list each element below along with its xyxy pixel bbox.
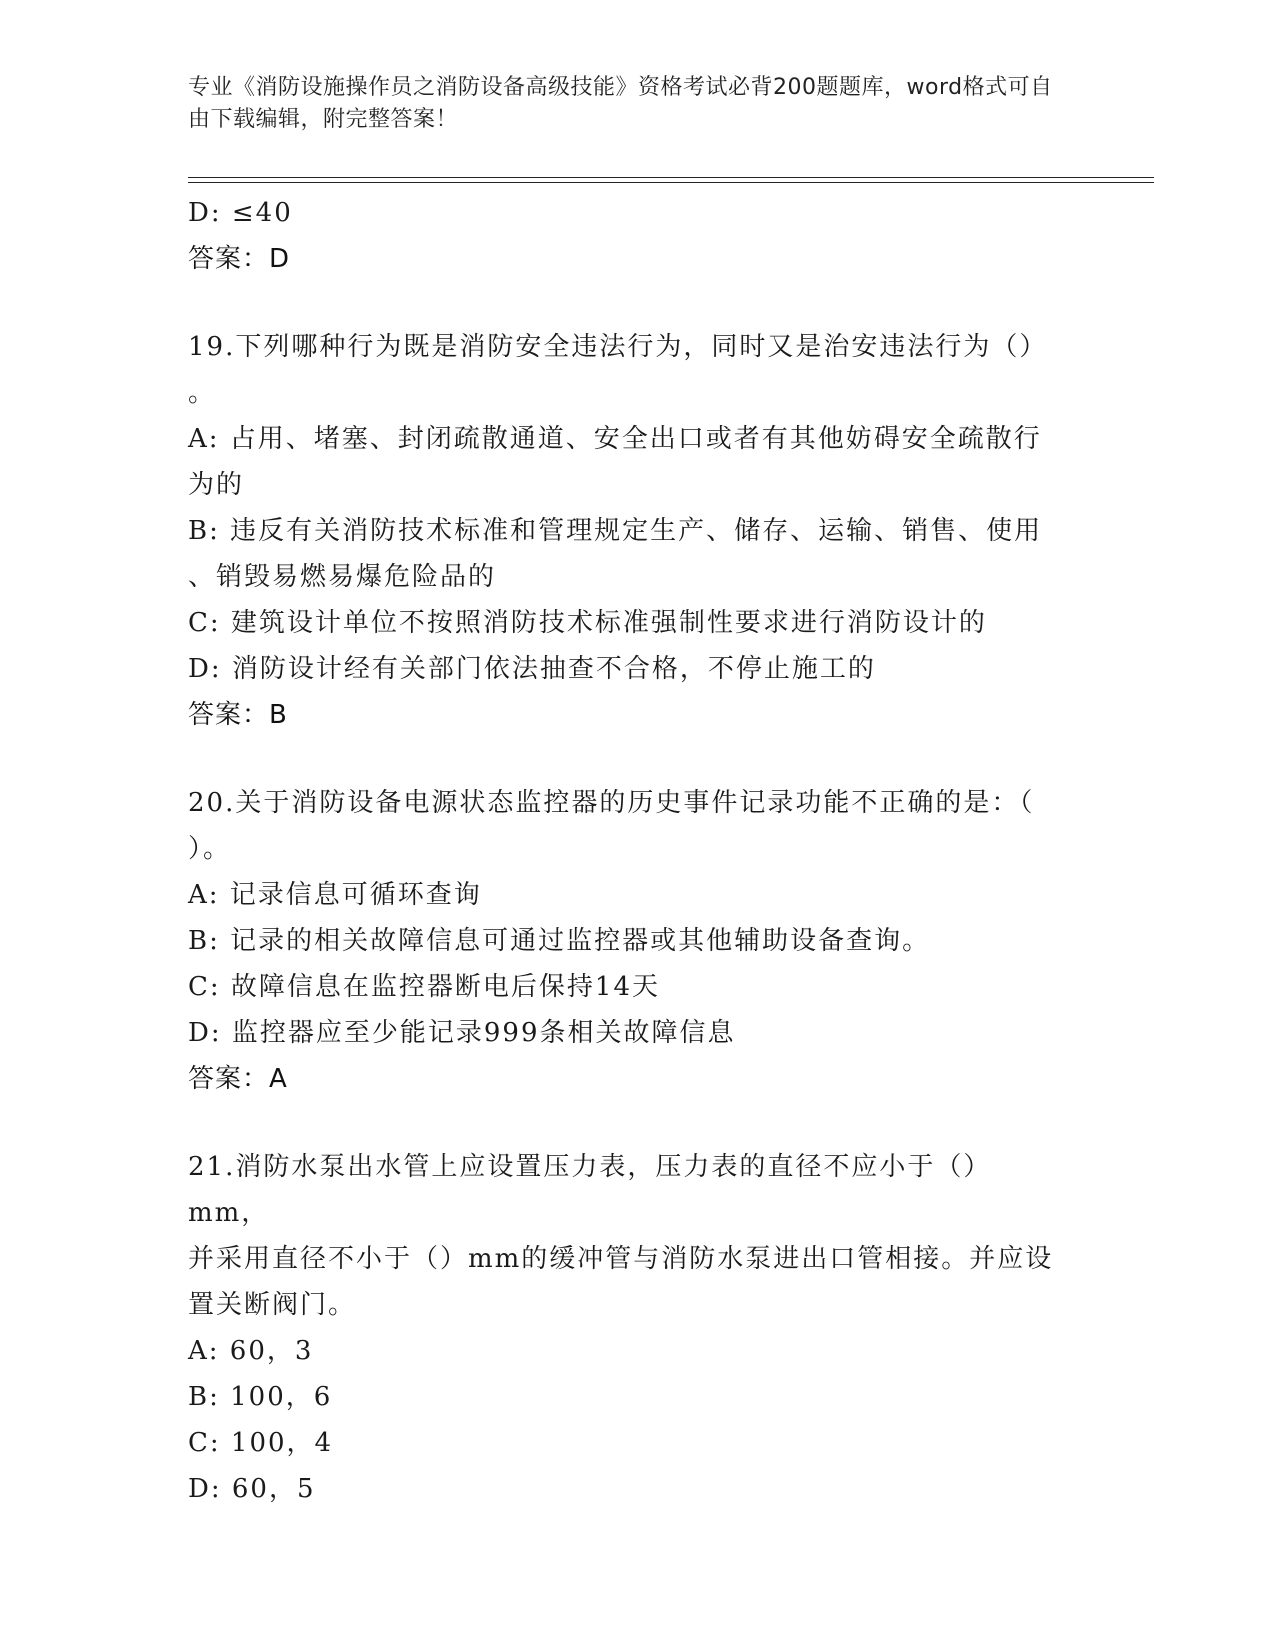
option-d: D: ≤40 bbox=[188, 198, 293, 228]
option-d: D: 60，5 bbox=[188, 1474, 316, 1504]
spacer bbox=[188, 738, 1068, 780]
question-21 bbox=[188, 1144, 1068, 1512]
option-d: D: 监控器应至少能记录999条相关故障信息 bbox=[188, 1018, 736, 1048]
question-stem-cont: 。 bbox=[188, 378, 217, 408]
question-20 bbox=[188, 780, 1068, 1102]
question-19 bbox=[188, 324, 1068, 738]
header-rule-bottom bbox=[188, 182, 1154, 183]
answer-line: 答案：D bbox=[188, 244, 291, 274]
option-a: A: 60，3 bbox=[188, 1336, 314, 1366]
question-stem: 19.下列哪种行为既是消防安全违法行为，同时又是治安违法行为（） bbox=[188, 332, 1048, 362]
option-b: B: 违反有关消防技术标准和管理规定生产、储存、运输、销售、使用 bbox=[188, 516, 1043, 546]
option-b-cont: 、销毁易燃易爆危险品的 bbox=[188, 562, 497, 592]
document-header bbox=[188, 72, 1068, 136]
option-c: C: 100，4 bbox=[188, 1428, 334, 1458]
answer-line: 答案：B bbox=[188, 700, 288, 730]
header-rule-top bbox=[188, 177, 1154, 178]
option-d: D: 消防设计经有关部门依法抽查不合格，不停止施工的 bbox=[188, 654, 876, 684]
option-a: A: 占用、堵塞、封闭疏散通道、安全出口或者有其他妨碍安全疏散行 bbox=[188, 424, 1042, 454]
document-body bbox=[188, 190, 1068, 1512]
previous-question-tail bbox=[188, 190, 1068, 282]
answer-line: 答案：A bbox=[188, 1064, 288, 1094]
question-stem-cont: 并采用直径不小于（）mm的缓冲管与消防水泵进出口管相接。并应设 bbox=[188, 1244, 1054, 1274]
option-b: B: 100，6 bbox=[188, 1382, 333, 1412]
header-text: 专业《消防设施操作员之消防设备高级技能》资格考试必背200题题库，word格式可自由下载编辑，附完整答案！ bbox=[188, 75, 1053, 132]
option-c: C: 建筑设计单位不按照消防技术标准强制性要求进行消防设计的 bbox=[188, 608, 987, 638]
option-a-cont: 为的 bbox=[188, 470, 245, 500]
spacer bbox=[188, 1102, 1068, 1144]
option-c: C: 故障信息在监控器断电后保持14天 bbox=[188, 972, 661, 1002]
question-stem-cont: 置关断阀门。 bbox=[188, 1290, 357, 1320]
option-b: B: 记录的相关故障信息可通过监控器或其他辅助设备查询。 bbox=[188, 926, 931, 956]
question-stem-cont: ）。 bbox=[188, 834, 232, 864]
spacer bbox=[188, 282, 1068, 324]
option-a: A: 记录信息可循环查询 bbox=[188, 880, 482, 910]
question-stem: 20.关于消防设备电源状态监控器的历史事件记录功能不正确的是：（ bbox=[188, 788, 1035, 818]
question-stem: 21.消防水泵出水管上应设置压力表，压力表的直径不应小于（）mm， bbox=[188, 1152, 992, 1228]
